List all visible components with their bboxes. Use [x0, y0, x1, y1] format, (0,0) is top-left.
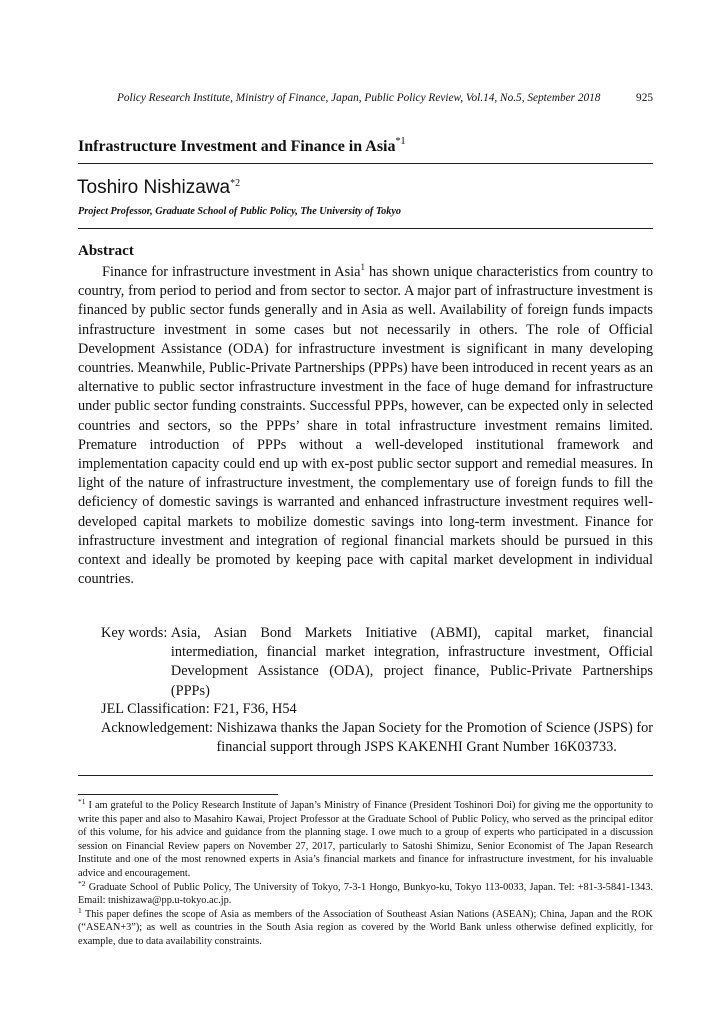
footnote-1: [78, 799, 653, 881]
abstract-heading: Abstract: [78, 243, 134, 259]
abstract-text-start: Finance for infrastructure investment in Asia: [102, 264, 361, 280]
footnote-text: I am grateful to the Policy Research Institute of Japan’s Ministry of Finance (President Toshinori Doi) for giving me the opportunity to write this paper and also to Masahiro Kawai, Project Professor at the Graduate School of Public Policy, who served as the principal editor of this volume, for his advice and guidance from the planning stage. I owe much to a group of experts who participated in a discussion session on Financial Review papers on November 27, 2017, particularly to Satoshi Shimizu, Senior Economist of The Japan Research Institute and one of the most renowned experts in Asia’s financial markets and finance for infrastructure investment, for his invaluable advice and encouragement.: [78, 800, 653, 879]
title-rule: [78, 163, 653, 164]
abstract-end-rule: [78, 775, 653, 776]
footnote-text: This paper defines the scope of Asia as members of the Association of Southeast Asian Nations (ASEAN); China, Japan and the ROK (“ASEAN+3”); as well as countries in the South Asia region as covered by the World Bank unless otherwise defined explicitly, for example, due to data availability constraints.: [78, 908, 653, 947]
footnote-text: Graduate School of Public Policy, The University of Tokyo, 7-3-1 Hongo, Bunkyo-ku, Tokyo 113-0033, Japan. Tel: +81-3-5841-1343. Email: tnishizawa@pp.u-tokyo.ac.jp.: [78, 881, 653, 907]
footnote-mark: 1: [78, 905, 82, 915]
footnote-2: [78, 878, 653, 908]
page-number: 925: [636, 92, 653, 104]
author-name: Toshiro Nishizawa: [77, 177, 231, 198]
keywords-label: Key words:: [101, 625, 171, 641]
title-footnote-mark: *1: [395, 136, 406, 147]
article-title: [78, 136, 406, 156]
acknowledgement-text: Nishizawa thanks the Japan Society for the Promotion of Science (JSPS) for financial support through JSPS KAKENHI Grant Number 16K03733.: [216, 720, 653, 756]
keywords-list: Asia, Asian Bond Markets Initiative (ABMI), capital market, financial intermediation, financial market integration, infrastructure investment, Official Development Assistance (ODA), project finance, Public-Private Partnerships (PPPs): [170, 625, 653, 699]
footnote-3: [78, 905, 653, 949]
footnote-separator: [78, 794, 278, 795]
abstract-body: [78, 263, 653, 589]
author-footnote-mark: *2: [230, 178, 241, 189]
jel-label: JEL Classification:: [101, 701, 214, 717]
acknowledgement-label: Acknowledgement:: [101, 720, 217, 736]
author-affiliation: Project Professor, Graduate School of Public Policy, The University of Tokyo: [78, 206, 401, 217]
affiliation-rule: [78, 228, 653, 229]
running-title: Policy Research Institute, Ministry of Finance, Japan, Public Policy Review, Vol.14, No.5, September 2018: [117, 92, 601, 104]
footnote-mark: *2: [78, 878, 86, 888]
title-text: Infrastructure Investment and Finance in Asia: [78, 138, 396, 155]
running-header: [117, 92, 653, 104]
author: [77, 177, 240, 199]
acknowledgement-block: [101, 719, 653, 757]
jel-block: [101, 700, 653, 719]
keywords-block: [101, 624, 653, 701]
jel-codes: F21, F36, H54: [213, 701, 297, 717]
footnote-mark: *1: [78, 797, 86, 806]
abstract-footnote-mark: 1: [360, 262, 365, 272]
abstract-text-rest: has shown unique characteristics from country to country, from period to period and from sector to sector. A major part of infrastructure investment is financed by public sector funds generally and in Asia as well. Availability of foreign funds impacts infrastructure investment in some cases but not necessarily in others. The role of Official Development Assistance (ODA) for infrastructure investment is significant in many developing countries. Meanwhile, Public-Private Partnerships (PPPs) have been introduced in recent years as an alternative to public sector infrastructure investment in the face of huge demand for infrastructure under public sector funding constraints. Successful PPPs, however, can be expected only in selected countries and sectors, so the PPPs’ share in total infrastructure investment remains limited. Premature introduction of PPPs without a well-developed institutional framework and implementation capacity could end up with ex-post public sector support and remedial measures. In light of the nature of infrastructure investment, the complementary use of foreign funds to fill the deficiency of domestic savings is warranted and enhanced infrastructure investment requires well-developed capital markets to mobilize domestic savings into long-term investment. Finance for infrastructure investment and integration of regional financial markets should be pursued in this context and ideally be promoted by keeping pace with capital market development in individual countries.: [78, 264, 653, 588]
footnotes: [78, 799, 653, 949]
